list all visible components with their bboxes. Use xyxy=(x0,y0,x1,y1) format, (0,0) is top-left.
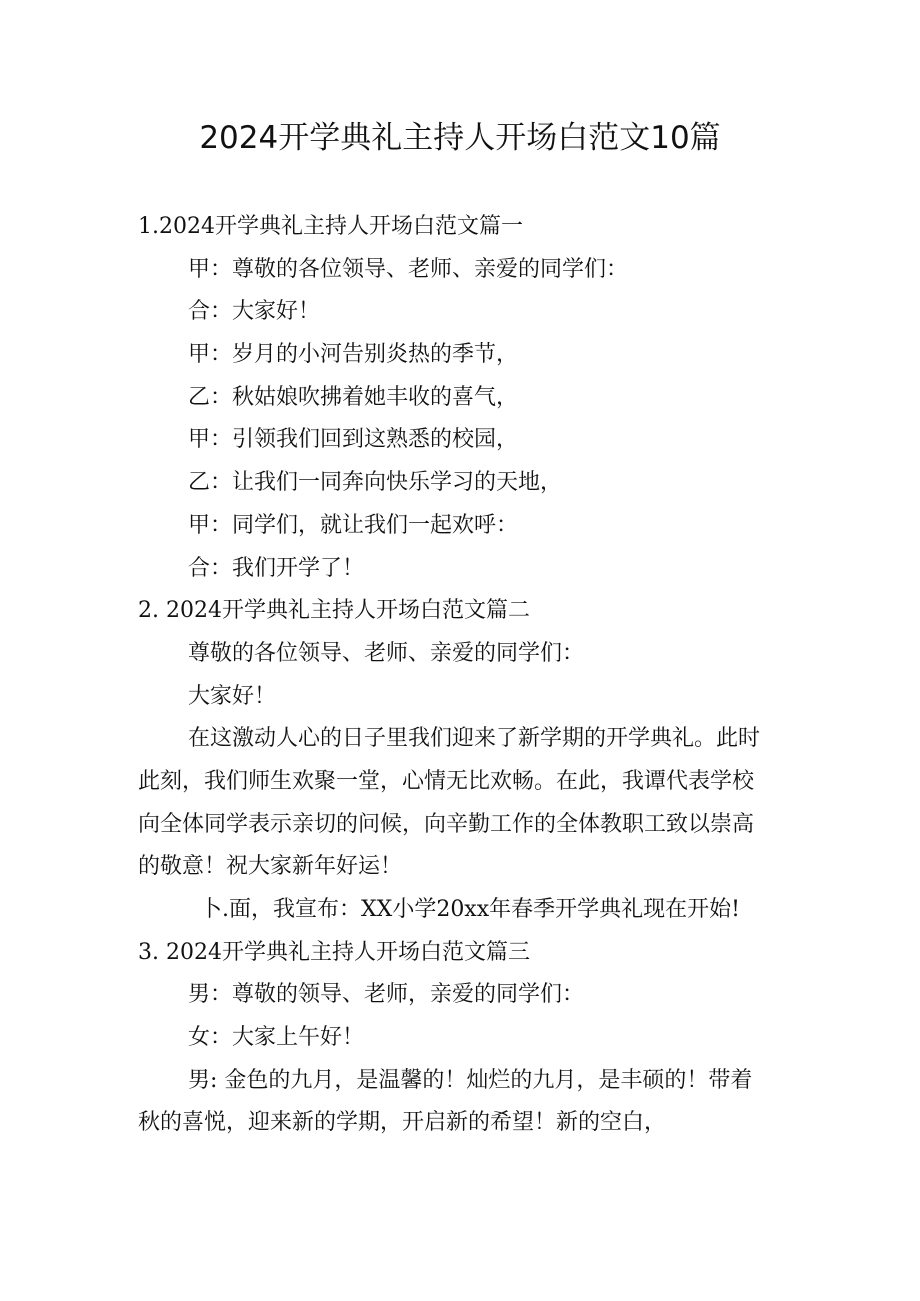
dialogue-line: 女：大家上午好！ xyxy=(188,1025,365,1051)
document-title: 2024开学典礼主持人开场白范文10篇 xyxy=(199,120,721,156)
text-line: 卜.面，我宣布：XX小学20xx年春季开学典礼现在开始! xyxy=(200,897,740,922)
dialogue-line: 男：尊敬的领导、老师，亲爱的同学们： xyxy=(188,982,585,1008)
paragraph-line: 向全体同学表示亲切的问候，向辛勤工作的全体教职工致以崇高 xyxy=(138,811,755,837)
dialogue-line: 合：我们开学了！ xyxy=(188,555,365,581)
dialogue-line: 合：大家好！ xyxy=(188,299,321,325)
paragraph-line: 此刻，我们师生欢聚一堂，心情无比欢畅。在此，我谭代表学校 xyxy=(138,768,755,794)
section-heading: 2. 2024开学典礼主持人开场白范文篇二 xyxy=(138,598,530,624)
dialogue-line: 甲：引领我们回到这熟悉的校园， xyxy=(188,427,519,453)
text-line: 大家好！ xyxy=(188,683,277,709)
text-line: 尊敬的各位领导、老师、亲爱的同学们： xyxy=(188,640,585,666)
dialogue-line: 甲：同学们，就让我们一起欢呼： xyxy=(188,512,519,538)
document-body xyxy=(138,206,788,1145)
dialogue-line: 甲：尊敬的各位领导、老师、亲爱的同学们： xyxy=(188,256,629,282)
paragraph-line: 男: 金色的九月，是温馨的！灿烂的九月，是丰硕的！带着 xyxy=(188,1067,753,1093)
dialogue-line: 甲：岁月的小河告别炎热的季节， xyxy=(188,342,519,368)
paragraph-line: 秋的喜悦，迎来新的学期，开启新的希望！新的空白， xyxy=(138,1110,667,1136)
paragraph-line: 的敬意！祝大家新年好运！ xyxy=(138,854,403,880)
section-heading: 1.2024开学典礼主持人开场白范文篇一 xyxy=(138,214,523,239)
dialogue-line: 乙：秋姑娘吹拂着她丰收的喜气， xyxy=(188,384,519,410)
paragraph-line: 在这激动人心的日子里我们迎来了新学期的开学典礼。此时 xyxy=(188,726,761,752)
section-heading: 3. 2024开学典礼主持人开场白范文篇三 xyxy=(138,939,530,965)
dialogue-line: 乙：让我们一同奔向快乐学习的天地， xyxy=(188,470,563,496)
